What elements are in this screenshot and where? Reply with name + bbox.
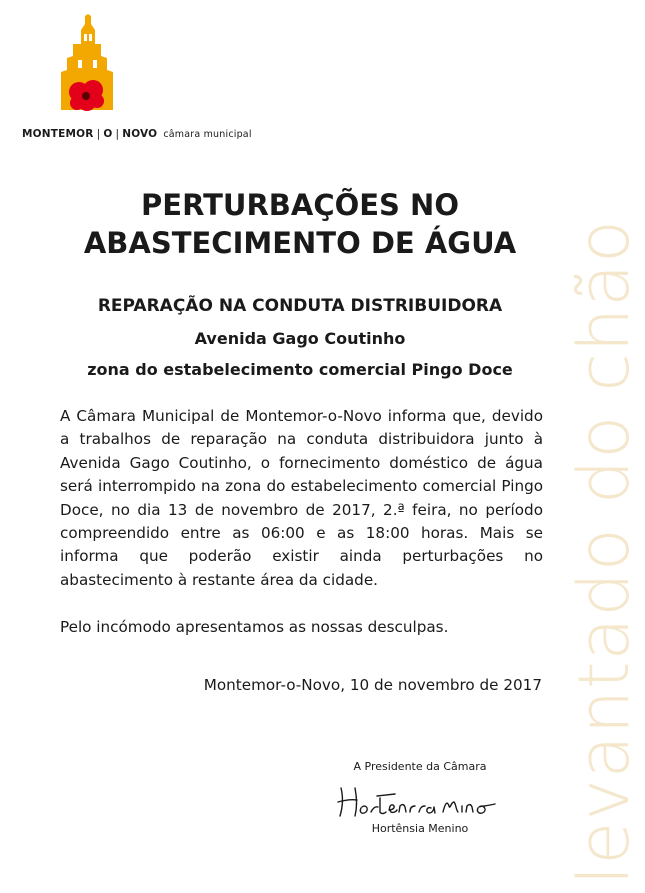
tower-flower-logo-icon	[57, 14, 119, 110]
logo-separator: |	[115, 128, 120, 140]
page-title	[20, 186, 580, 262]
logo-wordmark	[22, 128, 252, 140]
side-slogan: levantado do chão	[563, 218, 645, 885]
location-area: zona do estabelecimento comercial Pingo Doce	[87, 360, 513, 379]
logo-org: câmara municipal	[163, 129, 252, 140]
municipal-logo	[22, 14, 262, 144]
location-street: Avenida Gago Coutinho	[194, 329, 406, 348]
signatory-name: Hortênsia Menino	[371, 822, 469, 835]
logo-separator: |	[96, 128, 101, 140]
logo-name-part: MONTEMOR	[22, 128, 94, 140]
handwritten-signature	[335, 782, 505, 822]
title-line-1: PERTURBAÇÕES NO	[141, 188, 459, 222]
place-date: Montemor-o-Novo, 10 de novembro de 2017	[203, 676, 542, 694]
logo-name-part: NOVO	[122, 128, 158, 140]
subtitle: REPARAÇÃO NA CONDUTA DISTRIBUIDORA	[97, 296, 503, 316]
apology-text: Pelo incómodo apresentamos as nossas desculpas.	[60, 618, 449, 636]
signatory-title: A Presidente da Câmara	[353, 760, 487, 773]
title-line-2: ABASTECIMENTO DE ÁGUA	[83, 226, 517, 260]
logo-name-part: O	[103, 128, 113, 140]
notice-body: A Câmara Municipal de Montemor-o-Novo informa que, devido a trabalhos de reparação na conduta distribuidora junto à Avenida Gago Coutinho, o fornecimento doméstico de água será interrompido na zona do estabelecimento comercial Pingo Doce, no dia 13 de novembro de 2017, 2.ª feira, no período compreendido entre as 06:00 e as 18:00 horas. Mais se informa que poderão existir ainda perturbações no abastecimento à restante área da cidade.	[60, 407, 543, 589]
